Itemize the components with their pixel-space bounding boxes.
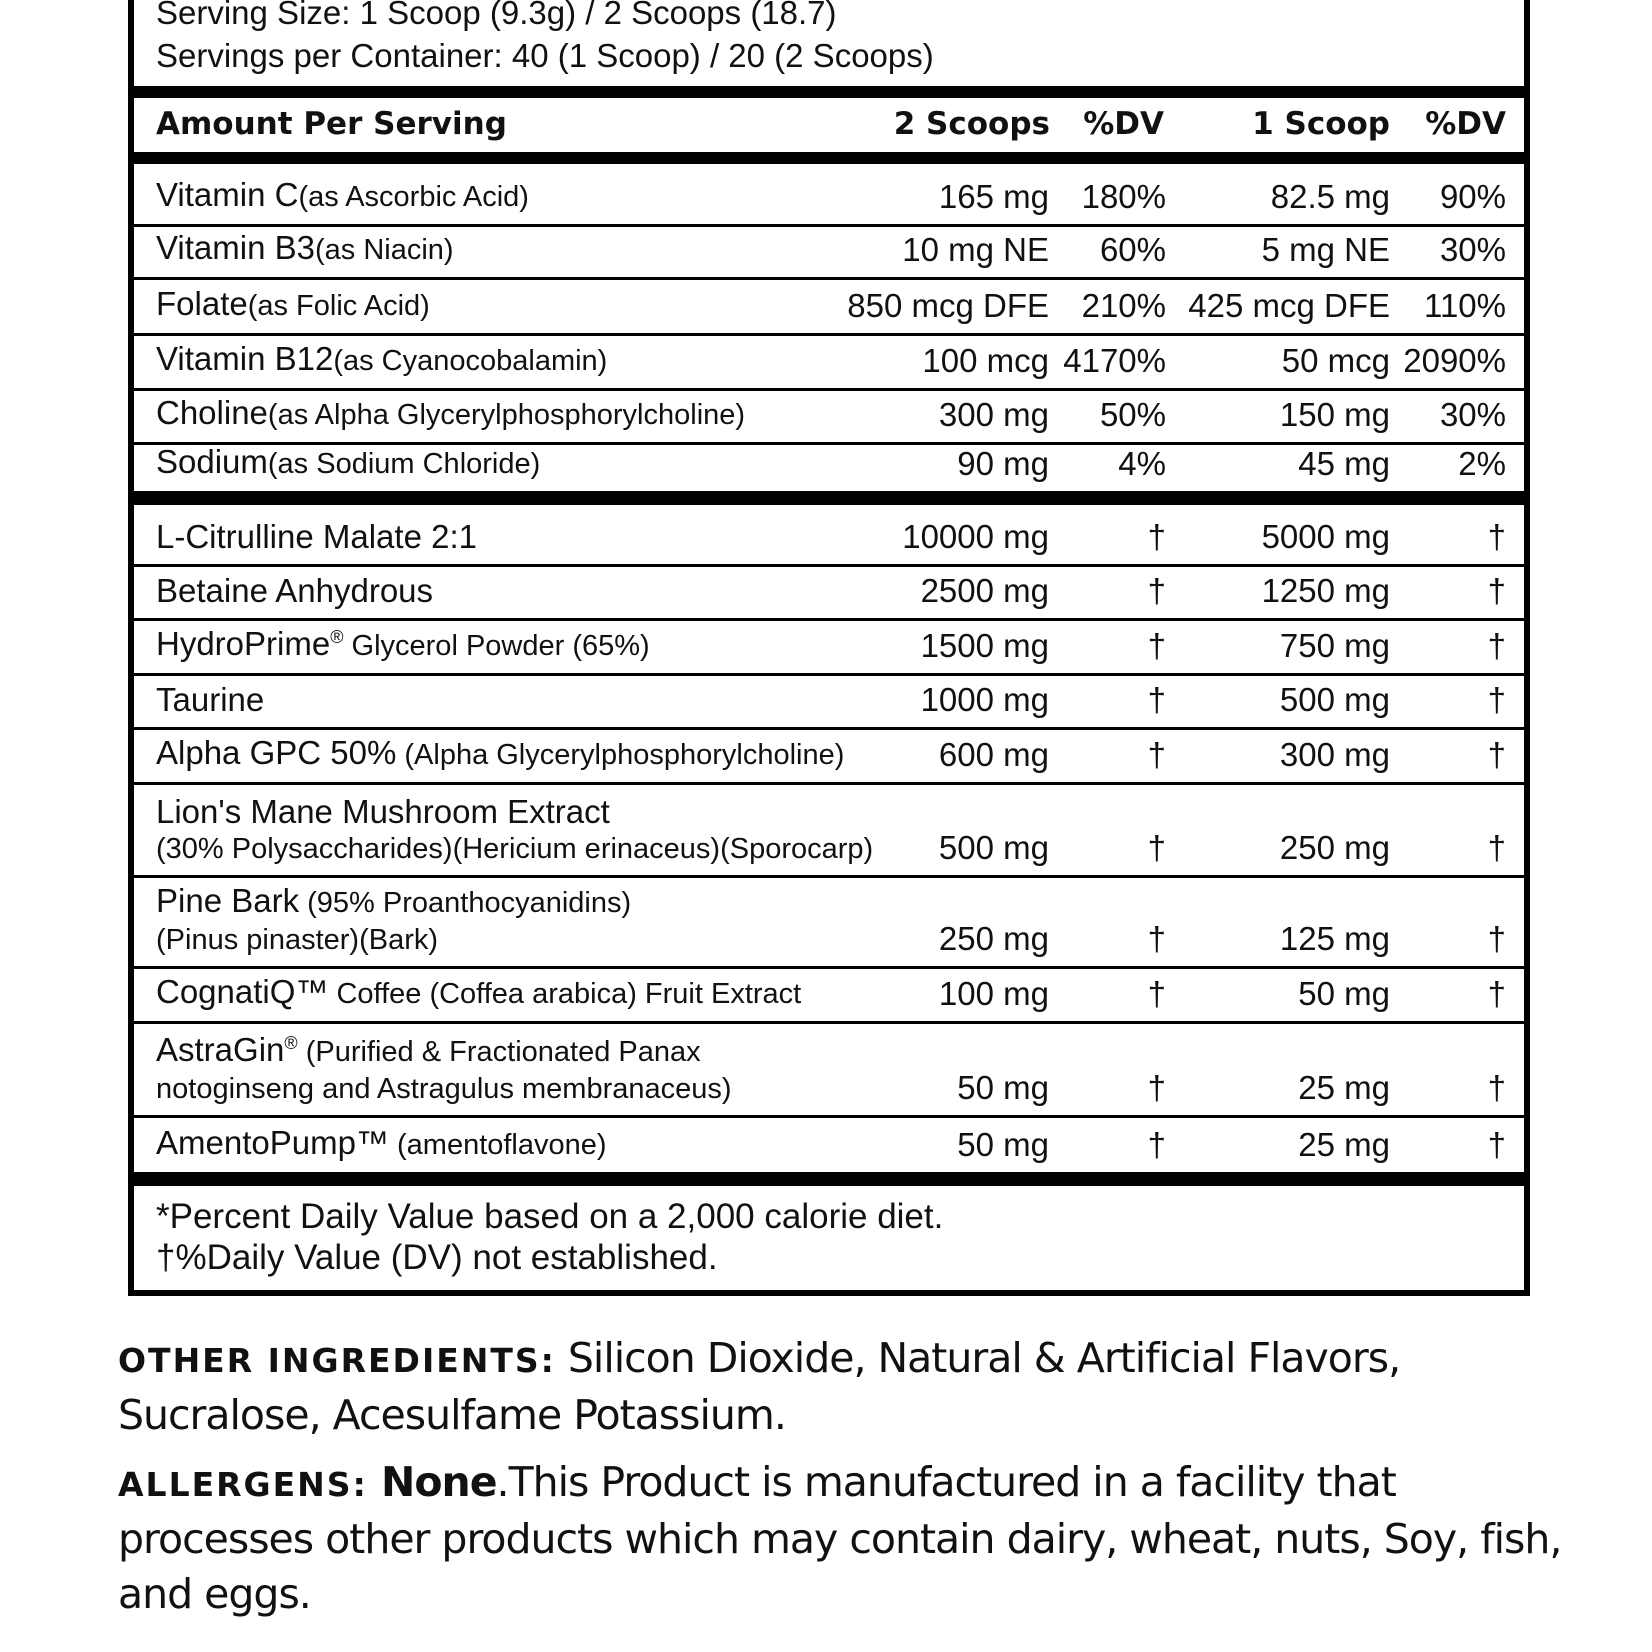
- dv-1-scoop: †: [1487, 920, 1506, 957]
- nutrient-source: (amentoflavone): [388, 1129, 607, 1161]
- dv-1-scoop: †: [1487, 1126, 1506, 1163]
- amount-2-scoops: 10000 mg: [902, 518, 1049, 555]
- allergens-none: None: [367, 1458, 497, 1506]
- nutrient-name: [156, 882, 631, 958]
- nutrient-name: [156, 1124, 607, 1164]
- dv-1-scoop: †: [1487, 681, 1506, 718]
- nutrient-label: L-Citrulline Malate 2:1: [156, 518, 477, 555]
- table-row: [134, 782, 1524, 875]
- table-row: [134, 564, 1524, 618]
- nutrient-name: [156, 394, 745, 434]
- dv-2-scoops: 60%: [1099, 231, 1166, 268]
- dv-2-scoops: 50%: [1099, 396, 1166, 433]
- amount-1-scoop: 750 mg: [1279, 627, 1390, 664]
- other-ingredients-text: Silicon Dioxide, Natural & Artificial Flavors, Sucralose, Acesulfame Potassium.: [118, 1334, 1401, 1439]
- nutrient-name: [156, 176, 529, 216]
- table-row: [134, 333, 1524, 388]
- nutrient-name: [156, 340, 607, 380]
- nutrient-source: (as Cyanocobalamin): [333, 345, 608, 377]
- nutrient-detail: (Pinus pinaster)(Bark): [156, 924, 439, 956]
- amount-2-scoops: 850 mcg DFE: [847, 287, 1049, 324]
- amount-2-scoops: 300 mg: [938, 396, 1049, 433]
- dv-1-scoop: 30%: [1439, 396, 1506, 433]
- amount-2-scoops: 600 mg: [938, 736, 1049, 773]
- table-row: [134, 388, 1524, 442]
- dv-1-scoop: 2090%: [1403, 342, 1506, 379]
- nutrient-name: [156, 229, 454, 269]
- dv-2-scoops: †: [1147, 1069, 1166, 1106]
- table-row: [134, 727, 1524, 782]
- amount-1-scoop: 5 mg NE: [1261, 231, 1390, 268]
- nutrient-label: Taurine: [156, 681, 265, 718]
- nutrient-source: (as Ascorbic Acid): [298, 181, 529, 213]
- dv-2-scoops: †: [1147, 627, 1166, 664]
- nutrient-name: [156, 572, 433, 610]
- nutrient-label: AstraGin: [156, 1031, 285, 1068]
- nutrient-label: HydroPrime: [156, 625, 331, 662]
- nutrient-name: [156, 734, 844, 774]
- table-row: [134, 618, 1524, 673]
- header-1-scoop: 1 Scoop: [1252, 106, 1390, 142]
- dv-1-scoop: 110%: [1424, 287, 1506, 324]
- dv-2-scoops: 180%: [1081, 178, 1166, 215]
- dv-2-scoops: 210%: [1081, 287, 1166, 324]
- header-amount-per-serving: Amount Per Serving: [156, 106, 507, 142]
- amount-1-scoop: 1250 mg: [1261, 572, 1390, 609]
- amount-1-scoop: 300 mg: [1279, 736, 1390, 773]
- nutrient-source: (95% Proanthocyanidins): [299, 887, 632, 919]
- nutrient-source: (Purified & Fractionated Panax: [297, 1036, 701, 1068]
- nutrient-label: Pine Bark: [156, 882, 300, 919]
- amount-1-scoop: 25 mg: [1298, 1126, 1390, 1163]
- dv-1-scoop: †: [1487, 572, 1506, 609]
- amount-1-scoop: 82.5 mg: [1270, 178, 1390, 215]
- amount-2-scoops: 250 mg: [938, 920, 1049, 957]
- nutrient-name-line1: [156, 1031, 732, 1071]
- divider-thick: [134, 1172, 1524, 1186]
- nutrient-source: (Alpha Glycerylphosphorylcholine): [396, 739, 845, 771]
- servings-per-container: Servings per Container: 40 (1 Scoop) / 20 (2 Scoops): [156, 37, 934, 74]
- nutrient-source: (as Sodium Chloride): [267, 448, 541, 480]
- dv-1-scoop: †: [1487, 518, 1506, 555]
- nutrient-detail: notoginseng and Astragulus membranaceus): [156, 1073, 732, 1105]
- dv-2-scoops: †: [1147, 1126, 1166, 1163]
- table-row: [134, 164, 1524, 224]
- amount-2-scoops: 2500 mg: [920, 572, 1049, 609]
- amount-2-scoops: 50 mg: [957, 1069, 1049, 1106]
- footnote-dv-not-established: †%Daily Value (DV) not established.: [156, 1238, 718, 1277]
- table-row: [134, 505, 1524, 564]
- amount-1-scoop: 50 mg: [1298, 975, 1390, 1012]
- amount-2-scoops: 1500 mg: [920, 627, 1049, 664]
- table-row: [134, 1021, 1524, 1115]
- amount-1-scoop: 125 mg: [1279, 920, 1390, 957]
- amount-2-scoops: 165 mg: [938, 178, 1049, 215]
- dv-1-scoop: †: [1487, 627, 1506, 664]
- allergens: [118, 1455, 1578, 1622]
- nutrient-label: Vitamin C: [156, 176, 299, 213]
- nutrient-name: [156, 1031, 732, 1107]
- amount-1-scoop: 150 mg: [1279, 396, 1390, 433]
- dv-2-scoops: †: [1147, 736, 1166, 773]
- dv-2-scoops: †: [1147, 572, 1166, 609]
- amount-2-scoops: 500 mg: [938, 829, 1049, 866]
- dv-2-scoops: †: [1147, 829, 1166, 866]
- nutrient-label: Lion's Mane Mushroom Extract: [156, 793, 610, 830]
- table-row: [134, 277, 1524, 333]
- nutrient-detail: (30% Polysaccharides)(Hericium erinaceus)(Sporocarp): [156, 833, 874, 865]
- dv-2-scoops: 4%: [1118, 445, 1166, 482]
- allergens-label: ALLERGENS:: [118, 1465, 368, 1504]
- dv-1-scoop: †: [1487, 975, 1506, 1012]
- amount-1-scoop: 500 mg: [1279, 681, 1390, 718]
- nutrient-name: [156, 285, 430, 325]
- nutrient-name: [156, 681, 264, 719]
- nutrient-name-line1: [156, 793, 873, 831]
- nutrient-label: Folate: [156, 285, 248, 322]
- table-row: [134, 224, 1524, 277]
- table-row: [134, 1115, 1524, 1172]
- amount-2-scoops: 90 mg: [957, 445, 1049, 482]
- nutrient-name: [156, 793, 873, 867]
- header-dv-2: %DV: [1083, 106, 1164, 142]
- dv-2-scoops: †: [1147, 681, 1166, 718]
- amount-1-scoop: 50 mcg: [1281, 342, 1390, 379]
- nutrient-label: Choline: [156, 394, 268, 431]
- header-dv-1: %DV: [1425, 106, 1506, 142]
- divider-thick: [134, 152, 1524, 164]
- nutrient-label: Sodium: [156, 443, 268, 480]
- nutrient-source: Glycerol Powder (65%): [343, 630, 650, 662]
- dv-2-scoops: †: [1147, 920, 1166, 957]
- nutrient-label: Alpha GPC 50%: [156, 734, 397, 771]
- nutrient-source: (as Folic Acid): [247, 290, 430, 322]
- dv-2-scoops: †: [1147, 518, 1166, 555]
- amount-1-scoop: 5000 mg: [1261, 518, 1390, 555]
- dv-1-scoop: †: [1487, 1069, 1506, 1106]
- dv-2-scoops: 4170%: [1063, 342, 1166, 379]
- amount-2-scoops: 1000 mg: [920, 681, 1049, 718]
- nutrient-source: (as Alpha Glycerylphosphorylcholine): [267, 399, 746, 431]
- allergens-text: .This Product is manufactured in a facility that processes other products which may contain dairy, wheat, nuts, Soy, fish, and eggs.: [118, 1458, 1562, 1618]
- table-row: [134, 442, 1524, 491]
- other-ingredients: [118, 1331, 1578, 1443]
- dv-1-scoop: †: [1487, 736, 1506, 773]
- column-header-row: [134, 96, 1524, 152]
- nutrient-name-line1: [156, 882, 631, 922]
- amount-2-scoops: 10 mg NE: [902, 231, 1049, 268]
- serving-size: Serving Size: 1 Scoop (9.3g) / 2 Scoops (18.7): [156, 0, 837, 31]
- nutrient-label: CognatiQ™: [156, 973, 329, 1010]
- table-row: [134, 875, 1524, 966]
- other-ingredients-label: OTHER INGREDIENTS:: [118, 1341, 556, 1380]
- nutrient-source: (as Niacin): [314, 234, 454, 266]
- dv-1-scoop: 2%: [1458, 445, 1506, 482]
- amount-2-scoops: 100 mcg: [922, 342, 1049, 379]
- table-row: [134, 966, 1524, 1021]
- amount-1-scoop: 45 mg: [1298, 445, 1390, 482]
- amount-1-scoop: 25 mg: [1298, 1069, 1390, 1106]
- nutrient-label: Betaine Anhydrous: [156, 572, 434, 609]
- amount-1-scoop: 425 mcg DFE: [1188, 287, 1390, 324]
- amount-1-scoop: 250 mg: [1279, 829, 1390, 866]
- dv-1-scoop: †: [1487, 829, 1506, 866]
- nutrient-label: Vitamin B3: [156, 229, 315, 266]
- header-2-scoops: 2 Scoops: [893, 106, 1050, 142]
- divider-thick: [134, 491, 1524, 505]
- dv-2-scoops: †: [1147, 975, 1166, 1012]
- amount-2-scoops: 100 mg: [938, 975, 1049, 1012]
- dv-1-scoop: 30%: [1439, 231, 1506, 268]
- nutrient-name: [156, 973, 801, 1013]
- table-row: [134, 673, 1524, 727]
- nutrient-source: Coffee (Coffea arabica) Fruit Extract: [328, 978, 802, 1010]
- dv-1-scoop: 90%: [1439, 178, 1506, 215]
- amount-2-scoops: 50 mg: [957, 1126, 1049, 1163]
- nutrient-name: [156, 518, 477, 556]
- nutrient-name: [156, 625, 650, 665]
- nutrient-name: [156, 443, 540, 483]
- nutrient-label: Vitamin B12: [156, 340, 334, 377]
- nutrient-label: AmentoPump™: [156, 1124, 389, 1161]
- supplement-facts-panel: [128, 0, 1530, 1296]
- registered-mark: ®: [284, 1033, 298, 1053]
- footnote-daily-value: *Percent Daily Value based on a 2,000 calorie diet.: [156, 1197, 944, 1236]
- registered-mark: ®: [330, 627, 344, 647]
